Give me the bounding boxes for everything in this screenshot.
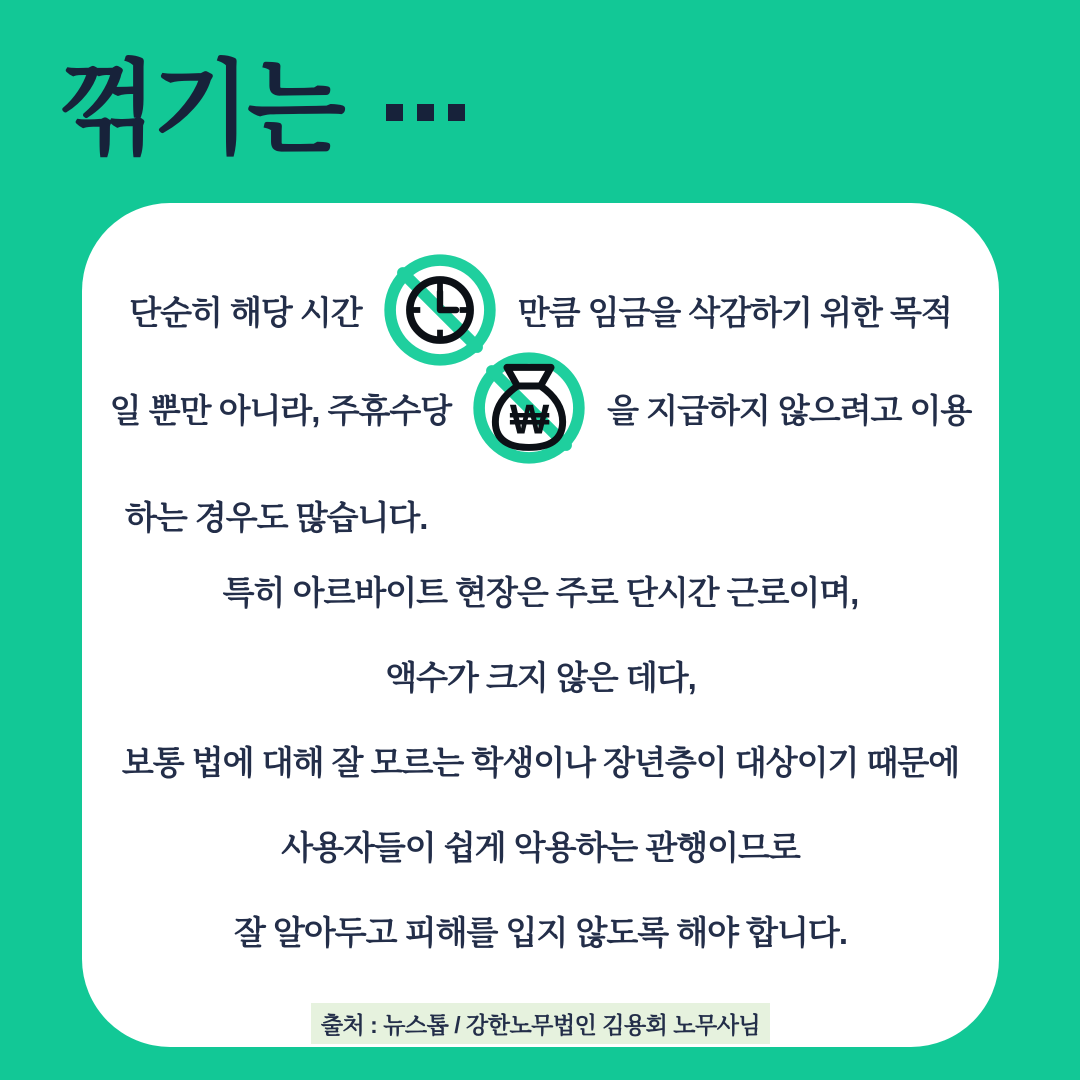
- paragraph-line: 잘 알아두고 피해를 입지 않도록 해야 합니다.: [234, 914, 847, 951]
- content-card: [82, 203, 999, 1047]
- paragraph-line: 보통 법에 대해 잘 모르는 학생이나 장년층이 대상이기 때문에: [121, 744, 960, 781]
- won-symbol: ₩: [510, 395, 549, 443]
- line2-text-before: 일 뿐만 아니라, 주휴수당: [109, 391, 452, 429]
- title-text: 꺾기는: [58, 52, 342, 166]
- source-credit: 출처 : 뉴스톱 / 강한노무법인 김용회 노무사님: [311, 1003, 770, 1044]
- prohibited-money-icon: [471, 350, 587, 466]
- paragraph-line: 사용자들이 쉽게 악용하는 관행이므로: [281, 829, 800, 866]
- sentence-line-3: 하는 경우도 많습니다.: [125, 499, 428, 536]
- line2-text-after: 을 지급하지 않으려고 이용: [607, 391, 972, 429]
- paragraph-line: 특히 아르바이트 현장은 주로 단시간 근로이며,: [222, 574, 859, 611]
- line1-text-before: 단순히 해당 시간: [129, 293, 362, 331]
- source-row: [311, 1003, 770, 1044]
- line1-text-after: 만큼 임금을 삭감하기 위한 목적: [517, 293, 952, 331]
- paragraph-line: 액수가 크지 않은 데다,: [385, 659, 696, 696]
- sentence-line-2: [110, 350, 972, 466]
- ellipsis-icon: [386, 104, 465, 121]
- page-title: [58, 48, 465, 170]
